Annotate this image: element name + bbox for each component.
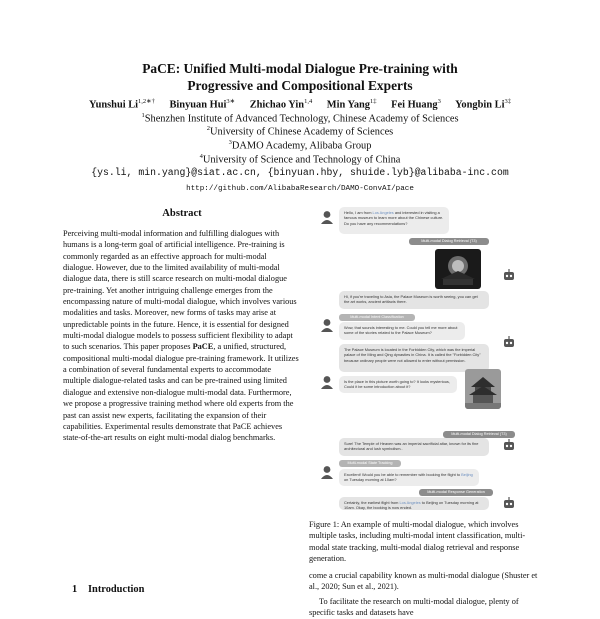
affiliation-sup: 1 xyxy=(141,112,145,119)
section-title: Introduction xyxy=(88,584,145,595)
task-tag-retrieval: Multi-modal Dialog Retrieval (T3) xyxy=(409,238,489,245)
figure-dialogue-example xyxy=(305,202,545,510)
affiliation-sup: 3 xyxy=(228,139,232,146)
bot-avatar-icon xyxy=(501,438,517,454)
affiliation-text: University of Chinese Academy of Sciences xyxy=(210,126,394,138)
affiliation-text: Shenzhen Institute of Advanced Technology, Chinese Academy of Sciences xyxy=(144,113,459,125)
author-emails: {ys.li, min.yang}@siat.ac.cn, {binyuan.hby, shuide.lyb}@alibaba-inc.com xyxy=(91,167,509,178)
author-sup: 1‡ xyxy=(370,98,377,105)
author-sup: 1,4 xyxy=(304,98,313,105)
bot-avatar-icon xyxy=(501,496,517,512)
author-list xyxy=(20,97,580,110)
author-sup: 3‡ xyxy=(504,98,511,105)
dialogue-bubble-user: Excellent! Would you be able to remember with booking the flight to Beijing on Tuesday morning at 10am? xyxy=(339,469,479,486)
affiliation-sup: 4 xyxy=(199,153,203,160)
author-sup: 3∗ xyxy=(226,98,236,105)
dialogue-bubble-user: Hello, I am from Los Angeles and interested in visiting a famous museum to learn more about the Chinese culture. Do you have any recommendations? xyxy=(339,207,449,234)
user-avatar-icon xyxy=(319,317,335,333)
body-text-right xyxy=(309,570,541,619)
abstract-text: Perceiving multi-modal information and fulfilling dialogues with humans is a long-term goal of artificial intelligence. Pre-training is commonly regarded as an effective approach for multi-modal dialogue. However, due to the limited availability of multi-modal dialogue data, there is still scarce research on multi-modal dialogue pre-training. Yet another intriguing challenge emerges from the encompassing nature of multi-modal dialogue, which involves various modalities and tasks. Moreover, new forms of tasks may arise at unpredictable points in the future. Hence, it is essential for designed multi-modal dialogue models to possess sufficient flexibility to adapt to such scenarios. This paper proposes xyxy=(63,229,297,352)
bot-avatar-icon xyxy=(501,268,517,284)
task-tag-state: Multi-modal State Tracking xyxy=(339,460,401,467)
author-sup: 3 xyxy=(437,98,441,105)
author-name: Yunshui Li xyxy=(89,99,139,111)
author-sup: 1,2∗† xyxy=(138,98,155,105)
abstract-heading: Abstract xyxy=(162,208,202,219)
palace-museum-photo xyxy=(435,249,481,289)
temple-of-heaven-photo xyxy=(465,369,501,409)
user-avatar-icon xyxy=(319,464,335,480)
affiliation-text: DAMO Academy, Alibaba Group xyxy=(231,140,372,152)
abstract-text: , a unified, structured, compositional multi-modal dialogue pre-training framework. It utilizes a combination of several fundamental experts to accommodate multiple dialogue-related tasks and can be pre-trained using limited dialogue and extensive non-dialogue multi-modal data. Furthermore, we propose a progressive training method where old experts from the past can assist new experts, facilitating the expansion of their capabilities. Experimental results demonstrate that PaCE achieves state-of-the-art results on eight multi-modal dialog benchmarks. xyxy=(63,342,299,443)
author-name: Zhichao Yin xyxy=(249,99,305,111)
paragraph: come a crucial capability known as multi-modal dialogue (Shuster et al., 2020; Sun et al., 2021). xyxy=(309,571,538,592)
dialogue-bubble-system: Sure! The Temple of Heaven was an imperial sacrificial altar, known for its fine architectural and lush symbolism.. xyxy=(339,438,489,456)
affiliation-sup: 2 xyxy=(206,125,210,132)
dialogue-bubble-system: The Palace Museum is located in the Forbidden City, which was the imperial palace of the Ming and Qing dynasties in China. It is called the "Forbidden City" because ordinary people were not allowed to enter without permission. xyxy=(339,344,489,372)
paragraph: To facilitate the research on multi-modal dialogue, plenty of specific tasks and datasets have xyxy=(309,596,519,618)
bot-avatar-icon xyxy=(501,335,517,351)
abstract-body xyxy=(63,228,299,444)
paper-title-line-2: Progressive and Compositional Experts xyxy=(187,78,413,93)
author-name: Fei Huang xyxy=(391,99,438,111)
affiliation xyxy=(20,151,580,166)
section-number: 1 xyxy=(72,584,78,595)
task-tag-intent: Multi-modal Intent Classification xyxy=(339,314,415,321)
abstract-bold-pace: PaCE xyxy=(192,342,214,352)
author-name: Yongbin Li xyxy=(455,99,505,111)
dialogue-bubble-system: Certainly, the earliest flight from Los Angeles to Beijing on Tuesday morning at 10am. Okay, the booking is now ended. xyxy=(339,497,489,510)
user-avatar-icon xyxy=(319,374,335,390)
section-heading xyxy=(72,584,144,595)
dialogue-bubble-system: Hi, if you're traveling to Asia, the Palace Museum is worth seeing, you can get the art works, ancient artifacts there. xyxy=(339,291,489,309)
author-name: Min Yang xyxy=(326,99,371,111)
task-tag-response: Multi-modal Response Generation xyxy=(419,489,493,496)
author-name: Binyuan Hui xyxy=(169,99,227,111)
dialogue-bubble-user: Is the place in this picture worth going to? It looks mysterious, Could it be some introduction about it? xyxy=(339,376,457,393)
dialogue-bubble-user: Wow, that sounds interesting to me. Could you tell me more about some of the stories related to the Palace Museum? xyxy=(339,322,465,340)
paper-title-line-1: PaCE: Unified Multi-modal Dialogue Pre-training with xyxy=(142,61,458,76)
affiliation-text: University of Science and Technology of China xyxy=(202,154,401,166)
project-url[interactable]: http://github.com/AlibabaResearch/DAMO-ConvAI/pace xyxy=(186,185,414,193)
figure-caption: Figure 1: An example of multi-modal dialogue, which involves multiple tasks, including multi-modal intent classification, multi-modal state tracking, multi-modal dialog retrieval and response generation. xyxy=(309,520,526,564)
task-tag-retrieval: Multi-modal Dialog Retrieval (T3) xyxy=(443,431,515,438)
user-avatar-icon xyxy=(319,209,335,225)
